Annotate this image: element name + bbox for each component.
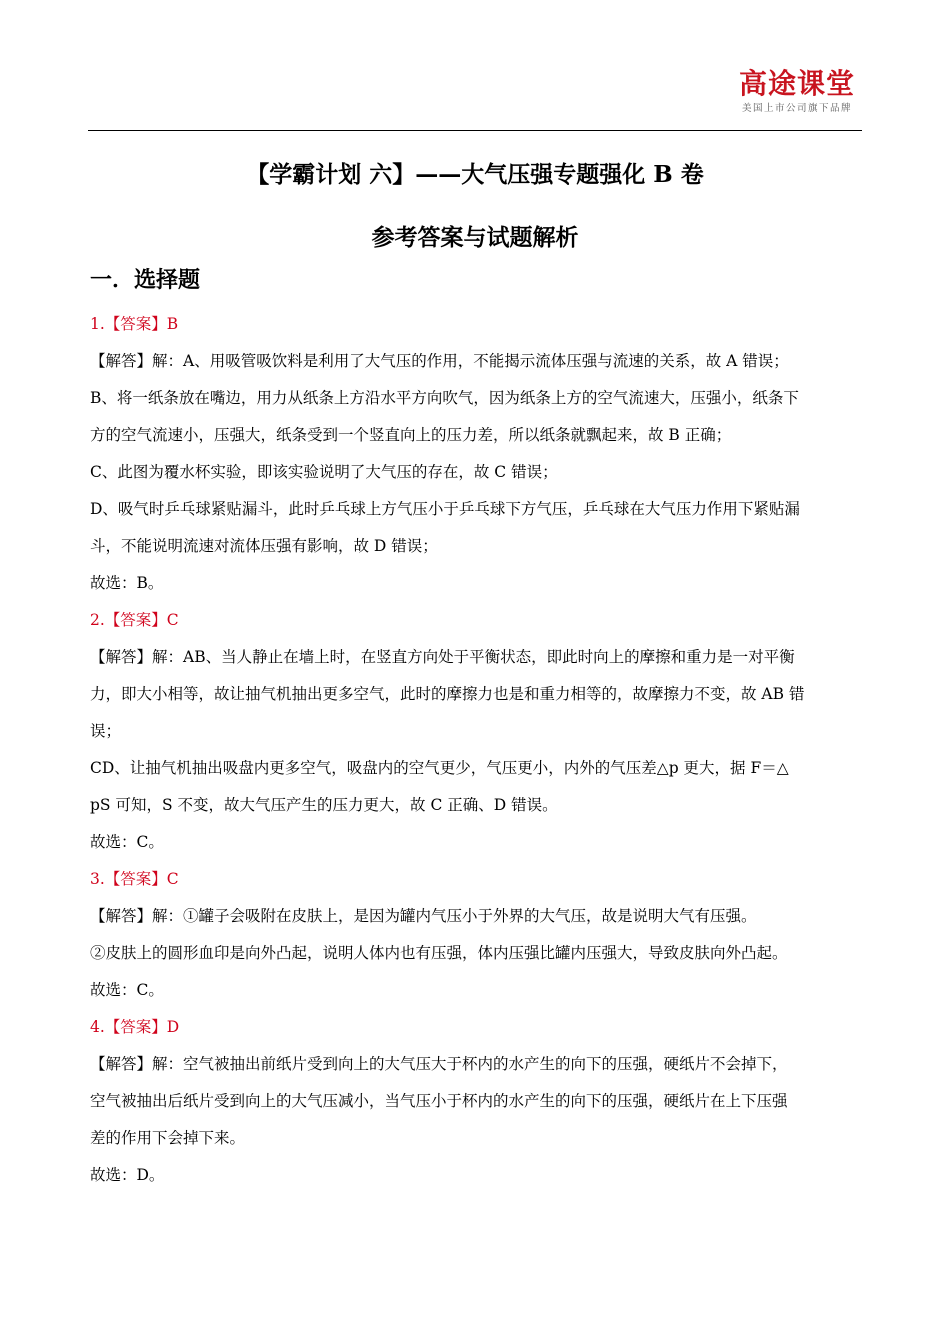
answer-label: 4.【答案】D [90, 1018, 180, 1036]
explanation-line: 差的作用下会掉下来。 [90, 1129, 246, 1147]
answer-label: 1.【答案】B [90, 315, 179, 333]
explanation-line: 故选：D。 [90, 1166, 165, 1184]
explanation-line: 空气被抽出后纸片受到向上的大气压减小，当气压小于杯内的水产生的向下的压强，硬纸片在上下压强 [90, 1092, 788, 1110]
explanation-line: 误； [90, 722, 122, 740]
answer-content [90, 306, 860, 1194]
header-divider [88, 130, 862, 131]
answer-label: 2.【答案】C [90, 611, 179, 629]
answer-label: 3.【答案】C [90, 870, 179, 888]
explanation-line: C、此图为覆水杯实验，即该实验说明了大气压的存在，故 C 错误； [90, 463, 558, 481]
explanation-line: D、吸气时乒乓球紧贴漏斗，此时乒乓球上方气压小于乒乓球下方气压，乒乓球在大气压力作用下紧贴漏 [90, 500, 800, 518]
explanation-line: ②皮肤上的圆形血印是向外凸起，说明人体内也有压强，体内压强比罐内压强大，导致皮肤向外凸起。 [90, 944, 788, 962]
explanation-line: 故选：C。 [90, 833, 164, 851]
brand-logo [732, 68, 862, 116]
explanation-line: 【解答】解：AB、当人静止在墙上时，在竖直方向处于平衡状态，即此时向上的摩擦和重力是一对平衡 [90, 648, 795, 666]
page-title: 【学霸计划 六】——大气压强专题强化 B 卷 [246, 161, 704, 188]
logo-main-text: 高途课堂 [738, 67, 855, 100]
explanation-line: 力，即大小相等，故让抽气机抽出更多空气，此时的摩擦力也是和重力相等的，故摩擦力不变，故 AB 错 [90, 685, 805, 703]
explanation-line: 故选：C。 [90, 981, 164, 999]
explanation-line: CD、让抽气机抽出吸盘内更多空气，吸盘内的空气更少，气压更小，内外的气压差△p 更大，据 F＝△ [90, 759, 789, 777]
logo-sub-text: 美国上市公司旗下品牌 [741, 103, 852, 114]
explanation-line: 方的空气流速小，压强大，纸条受到一个竖直向上的压力差，所以纸条就飘起来，故 B 正确； [90, 426, 732, 444]
explanation-line: pS 可知，S 不变，故大气压产生的压力更大，故 C 正确、D 错误。 [90, 796, 558, 814]
explanation-line: 故选：B。 [90, 574, 164, 592]
section-heading: 一．选择题 [90, 267, 201, 293]
page-subtitle: 参考答案与试题解析 [371, 224, 579, 251]
explanation-line: 【解答】解：A、用吸管吸饮料是利用了大气压的作用，不能揭示流体压强与流速的关系，故 A 错误； [90, 352, 789, 370]
explanation-line: 斗，不能说明流速对流体压强有影响，故 D 错误； [90, 537, 438, 555]
explanation-line: 【解答】解：①罐子会吸附在皮肤上，是因为罐内气压小于外界的大气压，故是说明大气有压强。 [90, 907, 757, 925]
explanation-line: 【解答】解：空气被抽出前纸片受到向上的大气压大于杯内的水产生的向下的压强，硬纸片不会掉下， [90, 1055, 788, 1073]
explanation-line: B、将一纸条放在嘴边，用力从纸条上方沿水平方向吹气，因为纸条上方的空气流速大，压强小，纸条下 [90, 389, 799, 407]
